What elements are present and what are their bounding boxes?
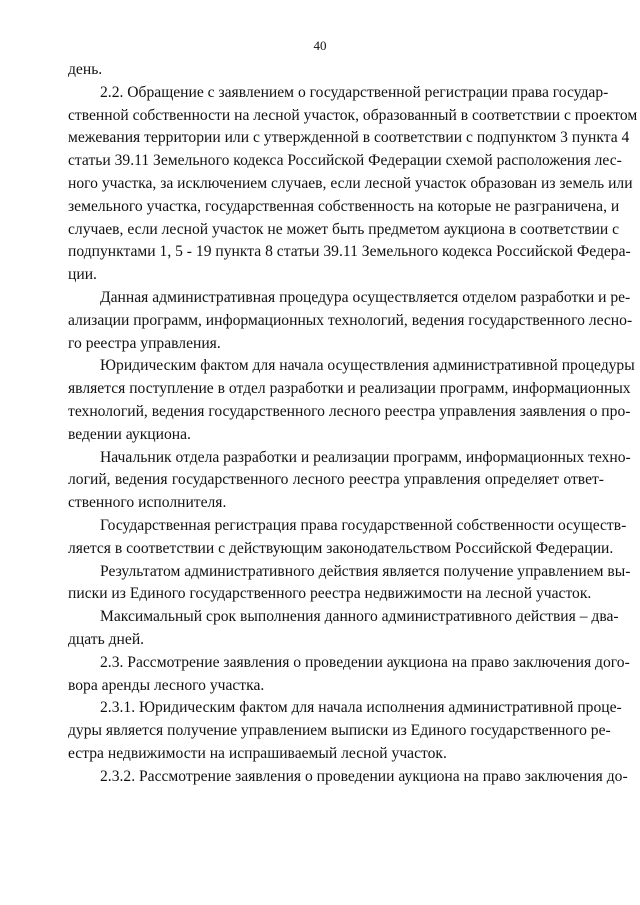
text-line: день. bbox=[68, 61, 103, 78]
text-line: подпунктами 1, 5 - 19 пункта 8 статьи 39.11 Земельного кодекса Российской Федера- bbox=[68, 243, 631, 261]
text-line: Максимальный срок выполнения данного административного действия – два- bbox=[100, 608, 619, 626]
paragraph bbox=[68, 766, 628, 789]
text-line: Государственная регистрация права государственной собственности осуществ- bbox=[100, 516, 627, 534]
text-line: земельного участка, государственная собственность на которые не разграничена, и bbox=[68, 197, 620, 215]
text-line: естра недвижимости на испрашиваемый лесной участок. bbox=[68, 744, 447, 762]
paragraph bbox=[68, 287, 633, 355]
text-line: 2.2. Обращение с заявлением о государственной регистрации права государ- bbox=[100, 83, 609, 101]
paragraph bbox=[68, 652, 630, 698]
text-line: технологий, ведения государственного лесного реестра управления заявления о про- bbox=[68, 402, 631, 420]
text-line: ляется в соответствии с действующим законодательством Российской Федерации. bbox=[68, 539, 614, 557]
text-line: го реестра управления. bbox=[68, 334, 221, 352]
text-line: ции. bbox=[68, 266, 97, 284]
text-line: логий, ведения государственного лесного реестра управления определяет ответ- bbox=[68, 471, 604, 489]
text-line: ного участка, за исключением случаев, если лесной участок образован из земель или bbox=[68, 174, 633, 192]
text-line: дцать дней. bbox=[68, 630, 145, 648]
text-line: вора аренды лесного участка. bbox=[68, 676, 265, 694]
paragraph bbox=[68, 561, 631, 607]
text-line: ственного исполнителя. bbox=[68, 494, 227, 512]
paragraph bbox=[68, 355, 635, 446]
text-line: 2.3.2. Рассмотрение заявления о проведении аукциона на право заключения до- bbox=[100, 767, 628, 785]
text-line: писки из Единого государственного реестра недвижимости на лесной участок. bbox=[68, 585, 592, 603]
text-line: Начальник отдела разработки и реализации программ, информационных техно- bbox=[100, 448, 631, 466]
paragraph bbox=[68, 82, 638, 287]
paragraph bbox=[68, 447, 631, 515]
text-line: 2.3. Рассмотрение заявления о проведении аукциона на право заключения дого- bbox=[100, 653, 630, 671]
text-line: межевания территории или с утвержденной в соответствии с подпунктом 3 пункта 4 bbox=[68, 129, 630, 147]
paragraph bbox=[68, 515, 627, 561]
text-line: ализации программ, информационных технологий, ведения государственного лесно- bbox=[68, 311, 633, 329]
text-line: дуры является получение управлением выписки из Единого государственного ре- bbox=[68, 722, 611, 740]
page-number: 40 bbox=[313, 38, 327, 53]
text-line: Результатом административного действия является получение управлением вы- bbox=[100, 562, 631, 580]
text-line: Юридическим фактом для начала осуществления административной процедуры bbox=[100, 357, 635, 375]
text-line: статьи 39.11 Земельного кодекса Российской Федерации схемой расположения лес- bbox=[68, 152, 622, 170]
text-line: ведении аукциона. bbox=[68, 425, 191, 443]
document-body bbox=[68, 59, 638, 789]
text-line: Данная административная процедура осуществляется отделом разработки и ре- bbox=[100, 288, 631, 306]
text-line: случаев, если лесной участок не может быть предметом аукциона в соответствии с bbox=[68, 220, 620, 238]
text-line: является поступление в отдел разработки и реализации программ, информационных bbox=[68, 380, 631, 398]
paragraph bbox=[68, 697, 622, 765]
text-line: 2.3.1. Юридическим фактом для начала исполнения административной проце- bbox=[100, 699, 622, 717]
paragraph bbox=[68, 606, 619, 652]
text-line: ственной собственности на лесной участок, образованный в соответствии с проектом bbox=[68, 106, 638, 124]
paragraph bbox=[68, 59, 604, 82]
